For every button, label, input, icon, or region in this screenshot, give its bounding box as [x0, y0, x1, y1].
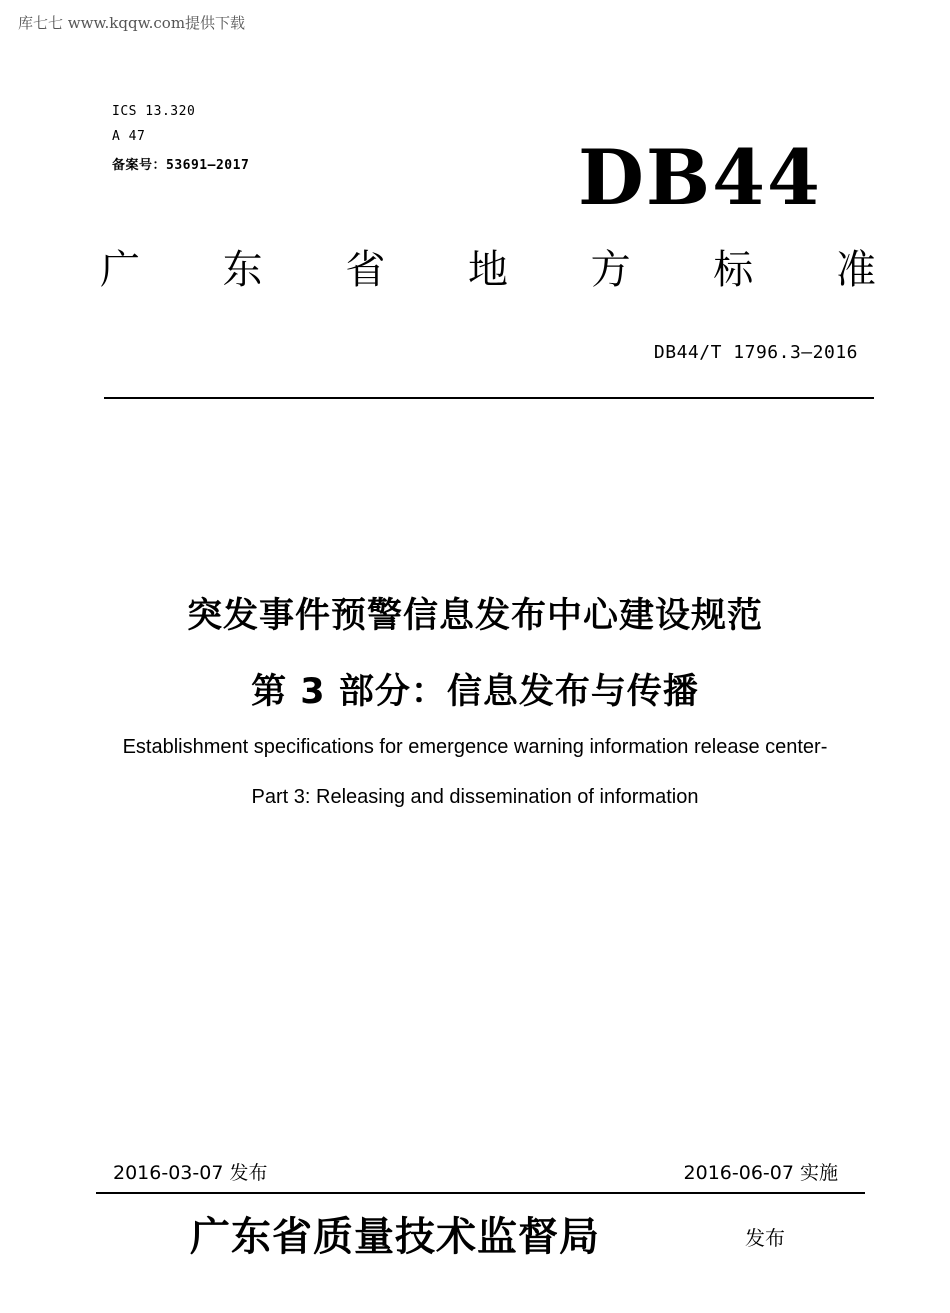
standard-type-char: 省 — [345, 247, 386, 293]
title-chinese-line2: 第 3 部分：信息发布与传播 — [251, 672, 699, 712]
title-english-line1: Establishment specifications for emergence warning information release center- — [122, 736, 828, 758]
standard-type-char: 准 — [835, 247, 876, 293]
standard-logo: DB44 — [578, 133, 822, 222]
standard-type-char: 标 — [713, 247, 754, 293]
standard-type-heading — [100, 247, 876, 293]
ics-code: ICS 13.320 — [112, 104, 196, 119]
filing-number: 备案号：53691—2017 — [112, 158, 250, 173]
standard-type-char: 广 — [100, 247, 140, 293]
issuer-name: 广东省质量技术监督局 — [190, 1213, 600, 1260]
issuer-suffix: 发布 — [745, 1226, 785, 1250]
standard-type-char: 东 — [222, 247, 263, 293]
watermark-text: 库七七 www.kqqw.com提供下载 — [18, 14, 246, 32]
standard-type-char: 地 — [467, 247, 508, 293]
effective-date: 2016-06-07 实施 — [683, 1162, 838, 1184]
ccs-code: A 47 — [112, 129, 146, 144]
bottom-divider — [96, 1192, 865, 1194]
publish-date: 2016-03-07 发布 — [113, 1162, 268, 1184]
title-chinese-line1: 突发事件预警信息发布中心建设规范 — [186, 596, 763, 636]
standard-type-char: 方 — [590, 247, 631, 293]
title-english-line2: Part 3: Releasing and dissemination of information — [251, 786, 699, 808]
top-divider — [104, 397, 874, 399]
standard-code: DB44/T 1796.3—2016 — [653, 342, 858, 363]
